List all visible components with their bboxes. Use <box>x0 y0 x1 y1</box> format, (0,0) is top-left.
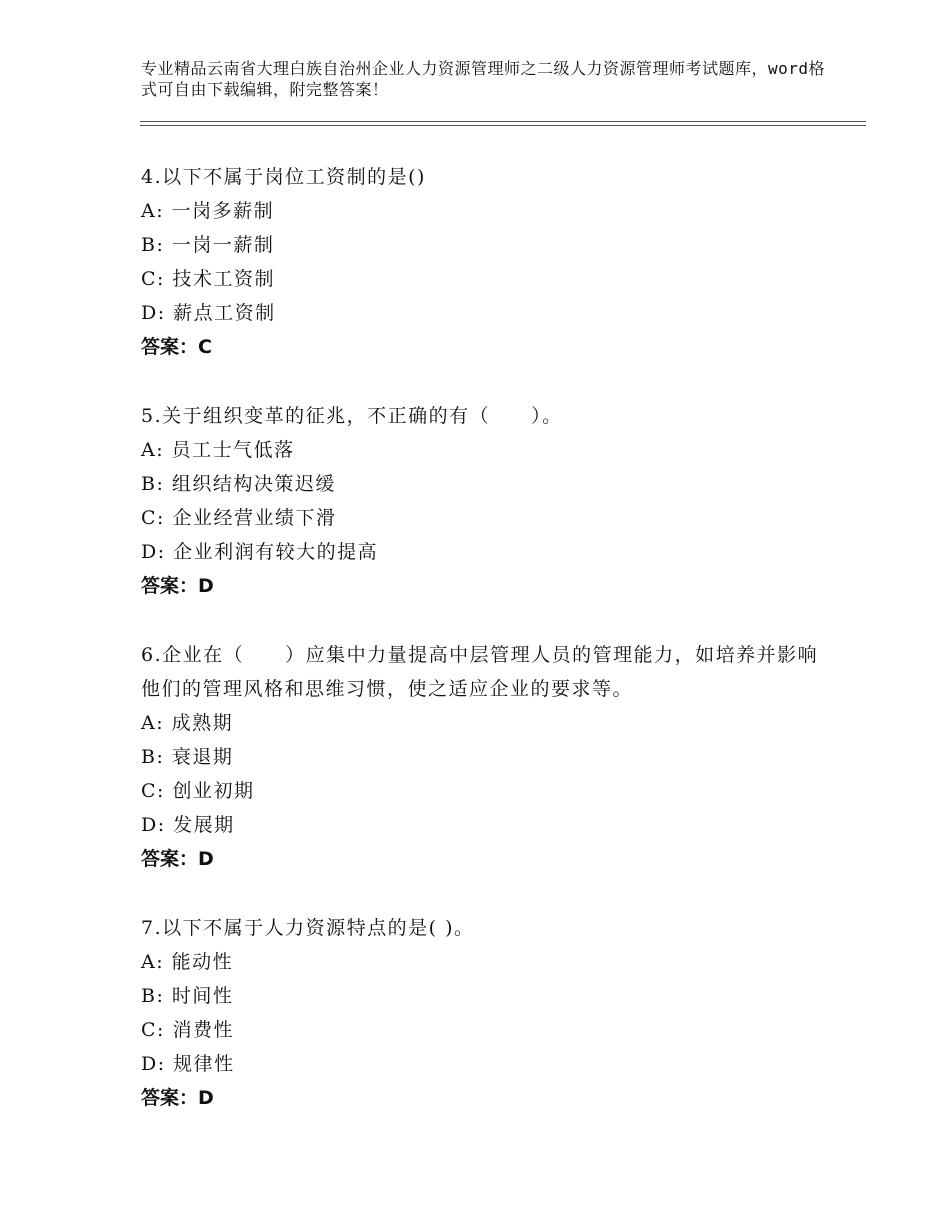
question-stem: 6.企业在（ ）应集中力量提高中层管理人员的管理能力，如培养并影响他们的管理风格和思维习惯，使之适应企业的要求等。 <box>141 644 819 700</box>
question-6 <box>141 638 821 876</box>
question-stem: 5.关于组织变革的征兆，不正确的有（ ）。 <box>141 405 563 427</box>
option-c: C: 技术工资制 <box>141 268 275 290</box>
option-d: D: 企业利润有较大的提高 <box>141 541 379 563</box>
option-b: B: 一岗一薪制 <box>141 234 275 256</box>
option-c: C: 创业初期 <box>141 780 255 802</box>
document-header: 专业精品云南省大理白族自治州企业人力资源管理师之二级人力资源管理师考试题库，word格式可自由下载编辑，附完整答案！ <box>141 59 826 99</box>
answer: 答案：D <box>141 1087 214 1109</box>
option-a: A: 员工士气低落 <box>141 439 295 461</box>
option-a: A: 能动性 <box>141 951 234 973</box>
option-d: D: 规律性 <box>141 1053 235 1075</box>
header-rule-top <box>140 121 866 122</box>
answer: 答案：D <box>141 848 214 870</box>
option-a: A: 成熟期 <box>141 712 234 734</box>
question-7 <box>141 911 821 1115</box>
answer: 答案：C <box>141 336 212 358</box>
answer: 答案：D <box>141 575 214 597</box>
question-stem: 4.以下不属于岗位工资制的是() <box>141 166 426 188</box>
question-4 <box>141 160 821 364</box>
option-c: C: 企业经营业绩下滑 <box>141 507 337 529</box>
option-b: B: 衰退期 <box>141 746 234 768</box>
option-a: A: 一岗多薪制 <box>141 200 275 222</box>
header-rule-bottom <box>140 125 866 126</box>
question-stem: 7.以下不属于人力资源特点的是( )。 <box>141 917 475 939</box>
option-c: C: 消费性 <box>141 1019 234 1041</box>
option-b: B: 组织结构决策迟缓 <box>141 473 336 495</box>
question-5 <box>141 399 821 603</box>
option-d: D: 薪点工资制 <box>141 302 276 324</box>
option-b: B: 时间性 <box>141 985 234 1007</box>
option-d: D: 发展期 <box>141 814 235 836</box>
